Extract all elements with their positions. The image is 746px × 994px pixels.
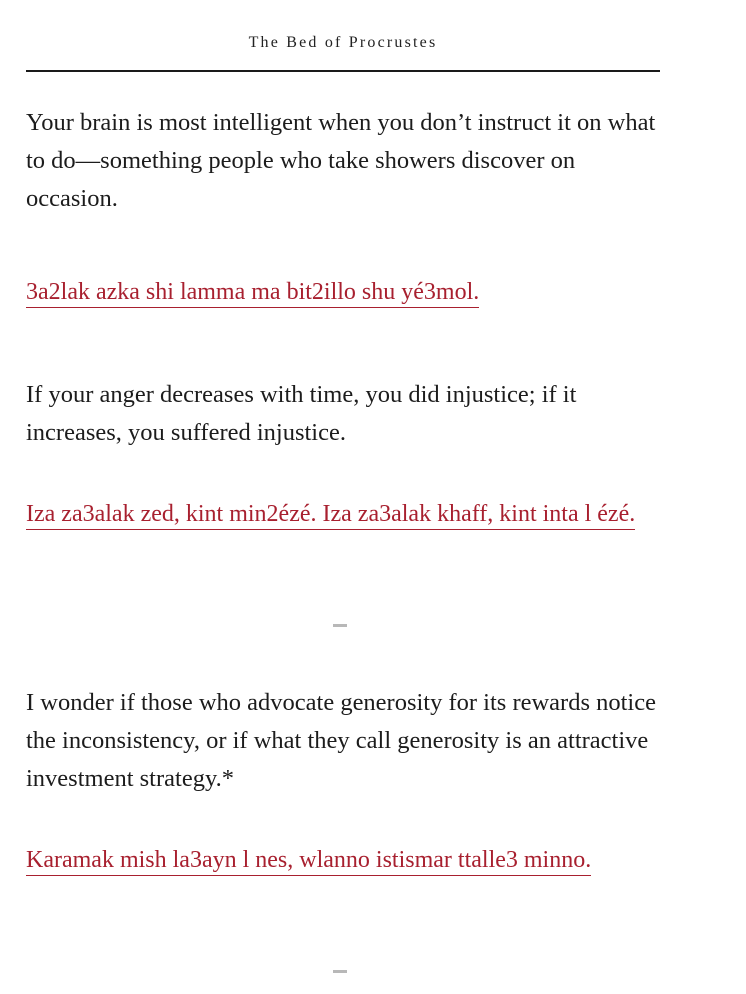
section-separator <box>333 970 347 973</box>
quote-text: I wonder if those who advocate generosity for its rewards notice the inconsistency, or if what they call generosity is an attractive investment strategy.* <box>26 689 656 792</box>
page-header <box>26 0 660 72</box>
translation-text <box>26 841 646 879</box>
translation-text <box>26 495 636 533</box>
translation-underline-text: Karamak mish la3ayn l nes, wlanno istismar ttalle3 minno. <box>26 847 591 876</box>
translation-underline-text: 3a2lak azka shi lamma ma bit2illo shu yé3mol. <box>26 279 479 308</box>
translation-text <box>26 273 479 311</box>
section-separator <box>333 624 347 627</box>
book-page <box>26 0 660 72</box>
quote-text: Your brain is most intelligent when you don’t instruct it on what to do—something people who take showers discover on occasion. <box>26 109 656 212</box>
quote-text: If your anger decreases with time, you did injustice; if it increases, you suffered injustice. <box>26 381 577 446</box>
book-title: The Bed of Procrustes <box>248 34 438 51</box>
translation-underline-text: Iza za3alak zed, kint min2ézé. Iza za3alak khaff, kint inta l ézé. <box>26 501 635 530</box>
